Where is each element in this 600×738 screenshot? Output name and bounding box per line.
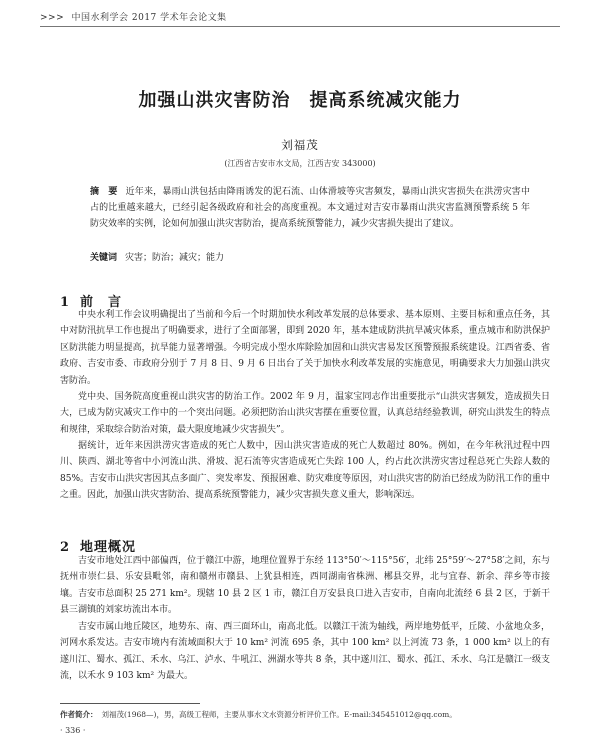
paragraph: 据统计，近年来因洪涝灾害造成的死亡人数中，因山洪灾害造成的死亡人数超过 80%。例如，在今年秋汛过程中四川、陕西、湖北等省中小河流山洪、滑坡、泥石流等灾害造成死亡失踪 100 人，约占此次洪涝灾害过程总死亡失踪人数的 85%。吉安市山洪灾害因其点多面广、突发率发、预报困难、防灾难度等原因，对山洪灾害的防治已经成为防汛工作的重中之重。因此，加强山洪灾害防治、提高系统预警能力，减少灾害损失意义重大，影响深远。 [60,441,550,501]
article-author: 刘福茂 [281,138,319,152]
paragraph: 中央水利工作会议明确提出了当前和今后一个时期加快水利改革发展的总体要求、基本原则、主要目标和重点任务，其中对防汛抗旱工作也提出了明确要求，进行了全面部署，即到 2020 年，基本建成防洪抗旱减灾体系，重点城市和防洪保护区防洪能力明显提高，抗旱能力显著增强。今明完成小型水库除险加固和山洪灾害易发区预警预报系统建设。江西省委、省政府、吉安市委、市政府分别于 7 月 8 日、9 月 6 日出台了关于加快水利改革发展的实施意见，明确要求大力加强山洪灾害防治。 [60,310,550,386]
footnote-text: 刘福茂(1968—)，男，高级工程师，主要从事水文水资源分析评价工作。E-mail:345451012@qq.com。 [101,710,457,719]
keywords-label: 关键词 [90,253,118,263]
page-number: · 336 · [60,726,86,735]
footnote-label: 作者简介： [60,710,98,719]
abstract [90,184,530,232]
section-number: 1 [60,295,71,310]
keywords-text: 灾害；防治；减灾；能力 [125,253,225,263]
footnote-rule [60,703,200,704]
paragraph: 吉安市地处江西中部偏西，位于赣江中游，地理位置界于东经 113°50′～115°56′，北纬 25°59′～27°58′之间，东与抚州市崇仁县、乐安县毗邻，南和赣州市赣县、上犹县相连，西同湖南省株洲、郴县交界，北与宜春、新余、萍乡等市接壤。吉安市总面积 25 271 km²。现辖 10 县 2 区 1 市，赣江自万安县良口进入吉安市，自南向北流经 6 县 2 区，于新干县三湖镇的刘家坊流出本市。 [60,556,550,616]
running-head-text: 中国水利学会 2017 学术年会论文集 [71,13,227,23]
keywords [90,250,530,263]
author-affiliation: (江西省吉安市水文局，江西吉安 343000) [224,159,376,168]
abstract-label: 摘 要 [90,187,118,197]
section-title: 前 言 [80,295,123,310]
paragraph: 吉安市属山地丘陵区，地势东、南、西三面环山，南高北低。以赣江干流为轴线，两岸地势低平，丘陵、小盆地众多，河网水系发达。吉安市境内有流域面积大于 10 km² 河流 695 条，其中 100 km² 以上河流 73 条，1 000 km² 以上的有遂川江、蜀水、孤江、禾水、乌江、泸水、牛吼江、洲湖水等共 8 条，其中遂川江、蜀水、孤江、禾水、乌江是赣江一级支流，以禾水 9 103 km² 为最大。 [60,622,550,682]
section-title: 地理概况 [80,540,137,555]
paragraph: 党中央、国务院高度重视山洪灾害的防治工作。2002 年 9 月，温家宝同志作出重要批示“山洪灾害频发，造成损失日大，已成为防灾减灾工作中的一个突出问题。必须把防治山洪灾害摆在重要位置，认真总结经验教训，研究山洪发生的特点和规律，采取综合防治对策，最大限度地减少灾害损失”。 [60,392,550,435]
running-head [40,10,227,23]
abstract-text: 近年来，暴雨山洪包括由降雨诱发的泥石流、山体滑坡等灾害频发，暴雨山洪灾害损失在洪涝灾害中占的比重越来越大，已经引起各级政府和社会的高度重视。本文通过对吉安市暴雨山洪灾害监测预警系统 5 年防灾效率的实例，论如何加强山洪灾害防治，提高系统预警能力，减少灾害损失提出了建议。 [90,187,530,229]
section-number: 2 [60,540,71,555]
running-head-marks: >>> [40,13,65,23]
header-rule [40,26,560,27]
article-title: 加强山洪灾害防治 提高系统减灾能力 [138,90,462,111]
author-footnote [60,709,560,720]
